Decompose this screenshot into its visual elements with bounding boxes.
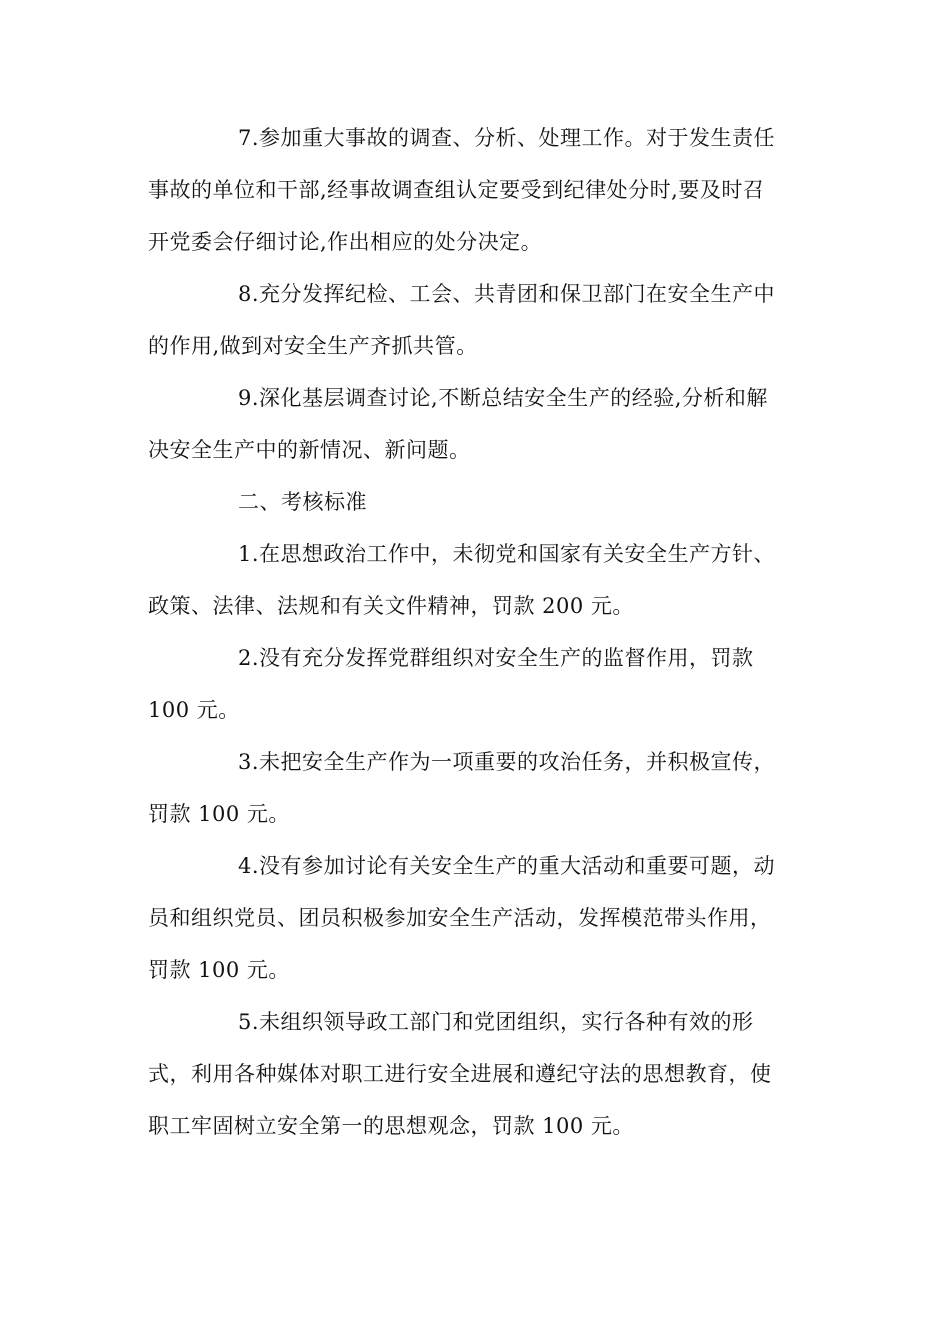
paragraph-line: 员和组织党员、团员积极参加安全生产活动，发挥模范带头作用， bbox=[148, 906, 772, 930]
standard-item-5 bbox=[148, 996, 798, 1152]
paragraph-item-8 bbox=[148, 268, 798, 372]
paragraph-line: 100 元。 bbox=[148, 698, 240, 722]
paragraph-line: 决安全生产中的新情况、新问题。 bbox=[148, 438, 471, 462]
paragraph-line: 5.未组织领导政工部门和党团组织，实行各种有效的形 bbox=[238, 1010, 754, 1034]
paragraph-line: 2.没有充分发挥党群组织对安全生产的监督作用，罚款 bbox=[238, 646, 754, 670]
standard-item-3 bbox=[148, 736, 798, 840]
paragraph-line: 1.在思想政治工作中，未彻党和国家有关安全生产方针、 bbox=[238, 542, 776, 566]
paragraph-line: 9.深化基层调查讨论,不断总结安全生产的经验,分析和解 bbox=[238, 386, 768, 410]
paragraph-line: 式，利用各种媒体对职工进行安全进展和遵纪守法的思想教育，使 bbox=[148, 1062, 772, 1086]
paragraph-item-9 bbox=[148, 372, 798, 476]
paragraph-line: 开党委会仔细讨论,作出相应的处分决定。 bbox=[148, 230, 543, 254]
paragraph-line: 3.未把安全生产作为一项重要的攻治任务，并积极宣传， bbox=[238, 750, 776, 774]
section-heading-text: 二、考核标准 bbox=[238, 490, 367, 514]
document-body bbox=[148, 112, 798, 1152]
paragraph-line: 4.没有参加讨论有关安全生产的重大活动和重要可题，动 bbox=[238, 854, 776, 878]
paragraph-line: 职工牢固树立安全第一的思想观念，罚款 100 元。 bbox=[148, 1114, 634, 1138]
paragraph-line: 的作用,做到对安全生产齐抓共管。 bbox=[148, 334, 478, 358]
paragraph-line: 政策、法律、法规和有关文件精神，罚款 200 元。 bbox=[148, 594, 634, 618]
paragraph-line: 8.充分发挥纪检、工会、共青团和保卫部门在安全生产中 bbox=[238, 282, 776, 306]
paragraph-line: 罚款 100 元。 bbox=[148, 958, 290, 982]
standard-item-4 bbox=[148, 840, 798, 996]
paragraph-line: 罚款 100 元。 bbox=[148, 802, 290, 826]
paragraph-item-7 bbox=[148, 112, 798, 268]
paragraph-line: 事故的单位和干部,经事故调查组认定要受到纪律处分时,要及时召 bbox=[148, 178, 765, 202]
standard-item-1 bbox=[148, 528, 798, 632]
section-heading-assessment bbox=[148, 476, 798, 528]
paragraph-line: 7.参加重大事故的调查、分析、处理工作。对于发生责任 bbox=[238, 126, 776, 150]
standard-item-2 bbox=[148, 632, 798, 736]
